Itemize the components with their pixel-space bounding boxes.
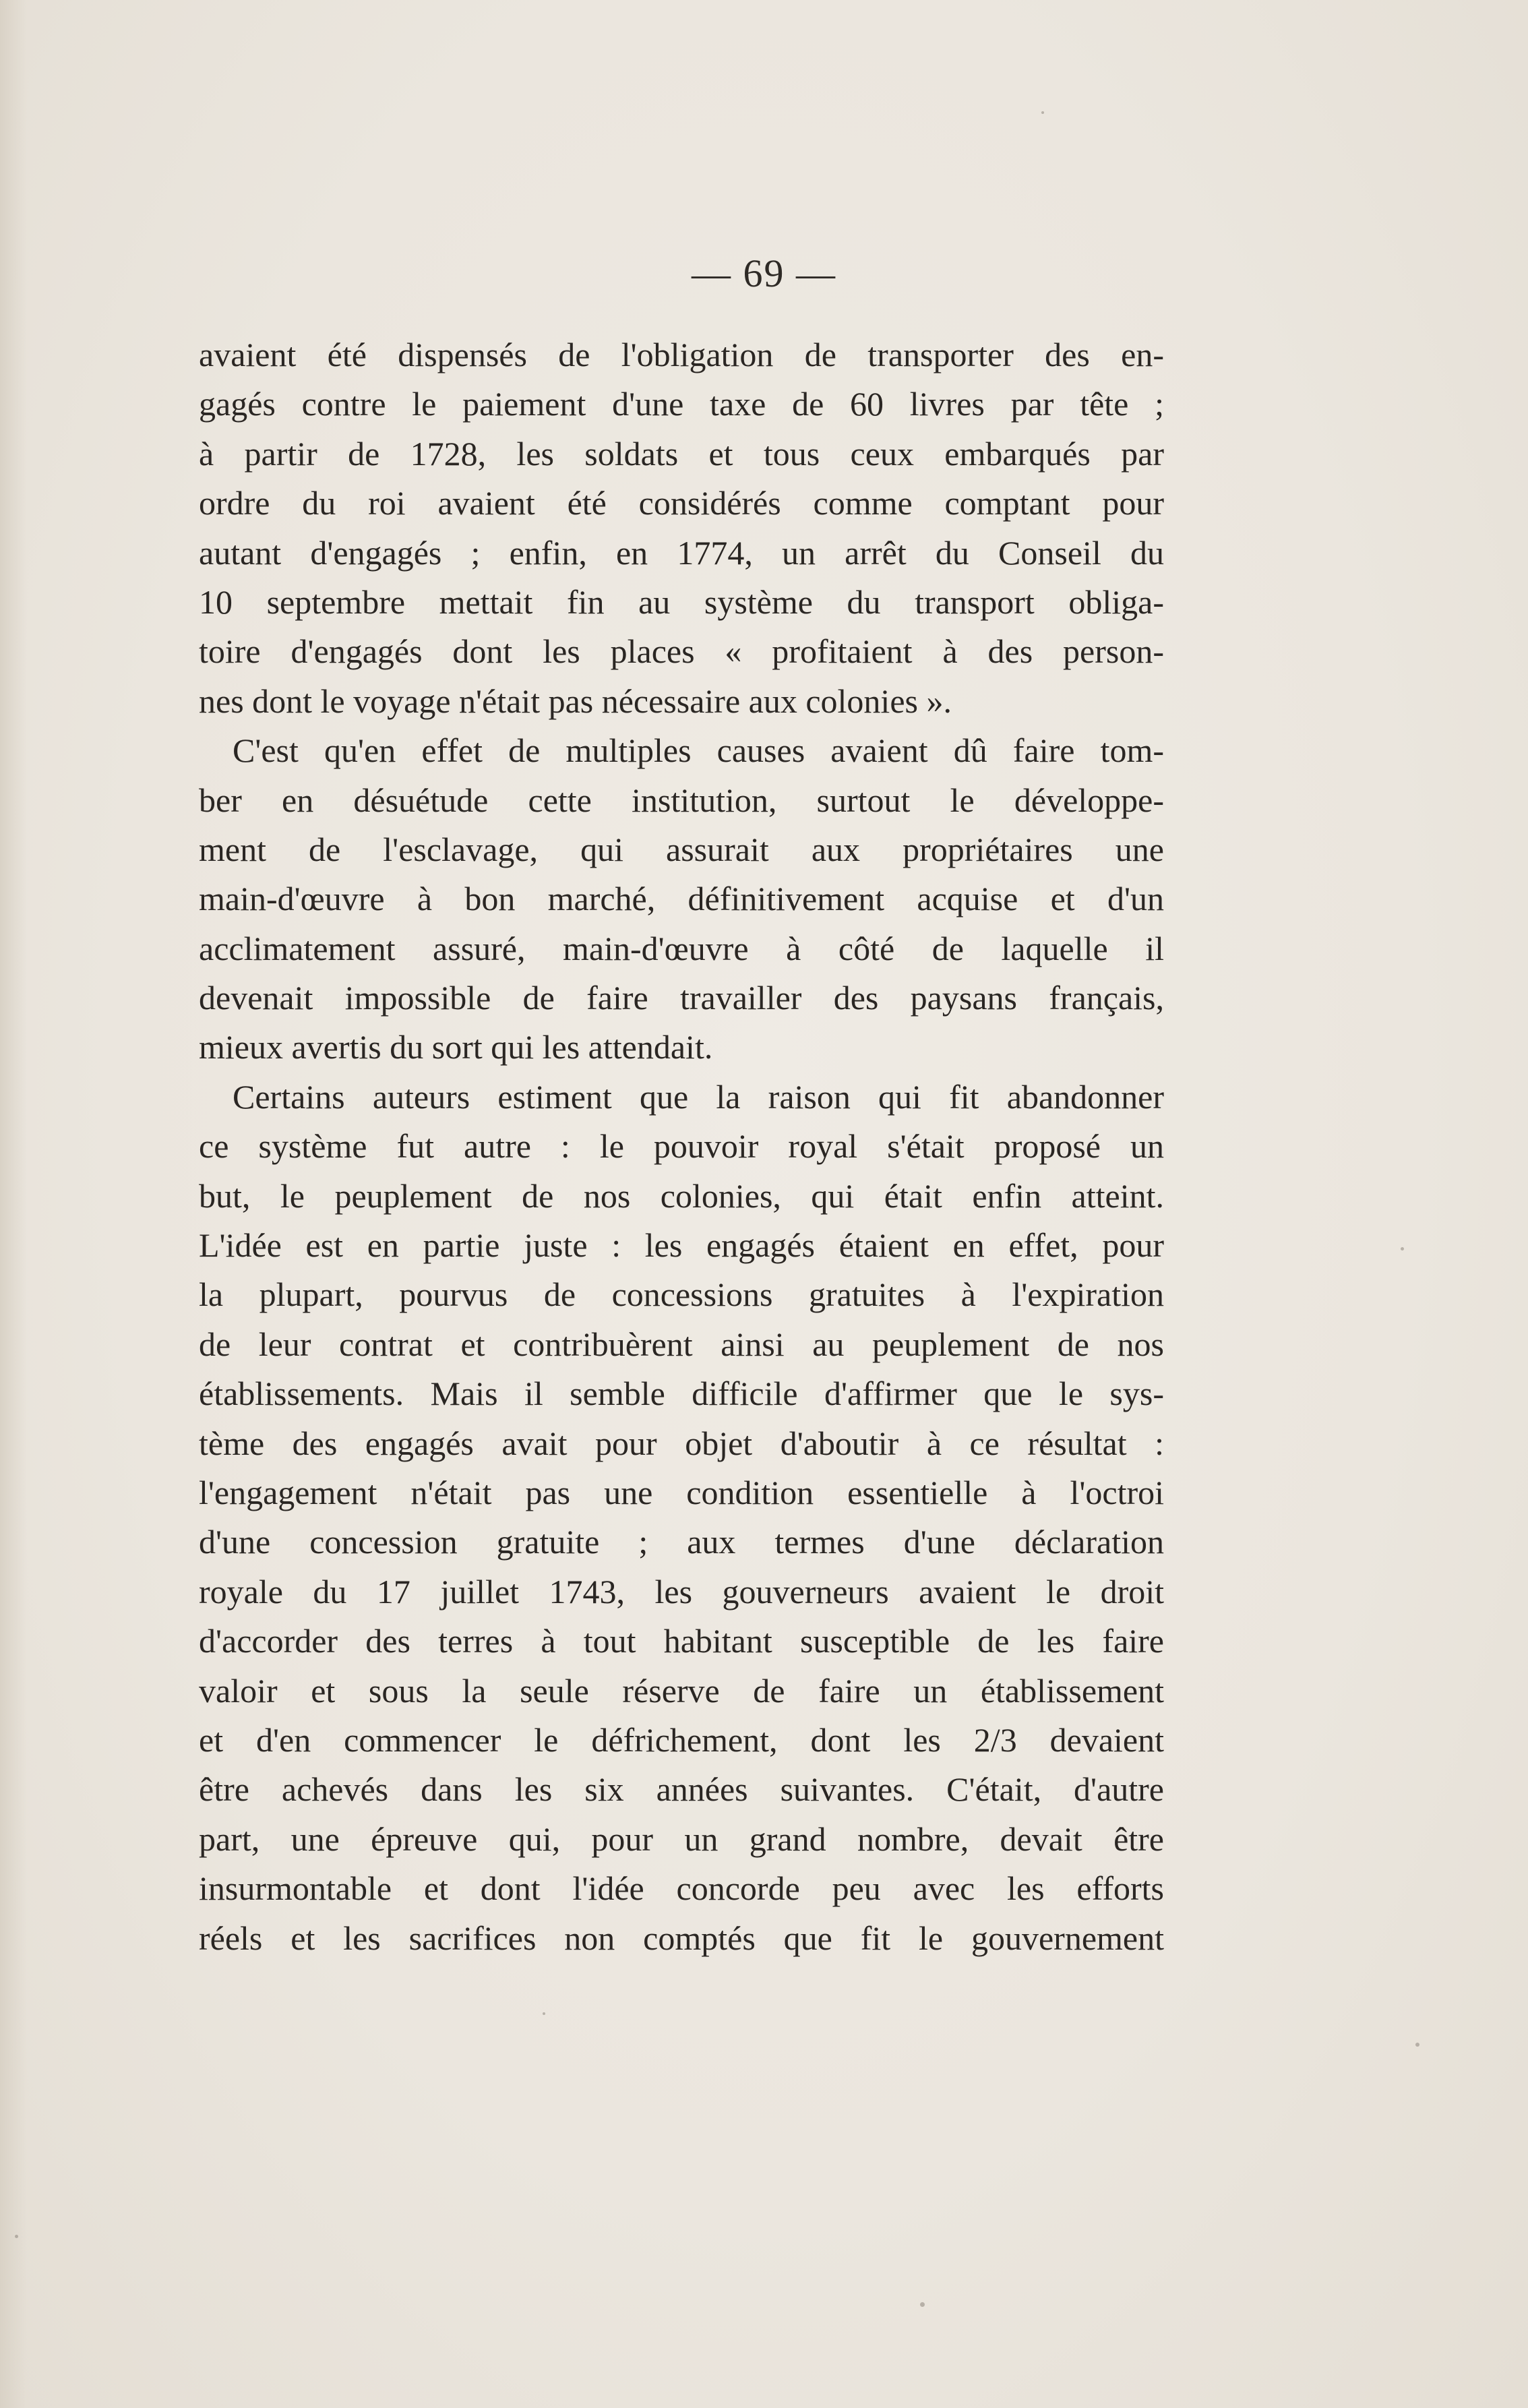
- text-line: 10 septembre mettait fin au système du transport obliga-: [199, 582, 1164, 621]
- text-line: L'idée est en partie juste : les engagés étaient en effet, pour: [199, 1226, 1164, 1265]
- text-line: but, le peuplement de nos colonies, qui était enfin atteint.: [199, 1176, 1164, 1215]
- text-line: établissements. Mais il semble difficile d'affirmer que le sys-: [199, 1375, 1164, 1413]
- text-line: l'engagement n'était pas une condition essentielle à l'octroi: [199, 1473, 1164, 1511]
- text-line: avaient été dispensés de l'obligation de transporter des en-: [199, 336, 1164, 373]
- text-line: à partir de 1728, les soldats et tous ceux embarqués par: [199, 434, 1164, 473]
- text-line: gagés contre le paiement d'une taxe de 60 livres par tête ;: [199, 385, 1164, 423]
- body-text: [199, 330, 1164, 1963]
- text-line: autant d'engagés ; enfin, en 1774, un arrêt du Conseil du: [199, 533, 1164, 572]
- paper-speck: [1041, 111, 1044, 114]
- text-line: et d'en commencer le défrichement, dont les 2/3 devaient: [199, 1720, 1164, 1759]
- paper-speck: [15, 2235, 18, 2238]
- text-line: toire d'engagés dont les places « profitaient à des person-: [199, 632, 1164, 671]
- paper-speck: [1415, 2043, 1419, 2047]
- text-line: réels et les sacrifices non comptés que fit le gouvernement: [199, 1919, 1164, 1957]
- paper-speck: [1401, 1247, 1404, 1251]
- text-line-paragraph-start: Certains auteurs estiment que la raison qui fit abandonner: [233, 1077, 1164, 1116]
- text-line-paragraph-start: C'est qu'en effet de multiples causes avaient dû faire tom-: [233, 731, 1164, 770]
- text-line: ce système fut autre : le pouvoir royal s'était proposé un: [199, 1127, 1164, 1166]
- text-line: tème des engagés avait pour objet d'aboutir à ce résultat :: [199, 1424, 1164, 1462]
- text-line: ordre du roi avaient été considérés comme comptant pour: [199, 484, 1164, 522]
- text-line: devenait impossible de faire travailler des paysans français,: [199, 979, 1164, 1017]
- text-line: d'une concession gratuite ; aux termes d'une déclaration: [199, 1523, 1164, 1561]
- page-number: — 69 —: [692, 251, 836, 295]
- text-line: d'accorder des terres à tout habitant susceptible de les faire: [199, 1622, 1164, 1660]
- text-line: insurmontable et dont l'idée concorde peu avec les efforts: [199, 1869, 1164, 1908]
- text-line: être achevés dans les six années suivantes. C'était, d'autre: [199, 1770, 1164, 1809]
- text-line: acclimatement assuré, main-d'œuvre à côté de laquelle il: [199, 929, 1164, 967]
- text-line: de leur contrat et contribuèrent ainsi au peuplement de nos: [199, 1325, 1164, 1363]
- paper-speck: [543, 2012, 545, 2015]
- text-line: part, une épreuve qui, pour un grand nombre, devait être: [199, 1819, 1164, 1858]
- text-line: nes dont le voyage n'était pas nécessaire aux colonies ».: [199, 682, 952, 720]
- text-line: mieux avertis du sort qui les attendait.: [199, 1028, 713, 1066]
- text-line: la plupart, pourvus de concessions gratuites à l'expiration: [199, 1275, 1164, 1314]
- text-line: royale du 17 juillet 1743, les gouverneurs avaient le droit: [199, 1572, 1164, 1611]
- paper-speck: [920, 2302, 925, 2307]
- text-line: ber en désuétude cette institution, surtout le développe-: [199, 781, 1164, 819]
- page-spine-shadow: [0, 0, 27, 2408]
- text-line: valoir et sous la seule réserve de faire un établissement: [199, 1671, 1164, 1710]
- text-line: ment de l'esclavage, qui assurait aux propriétaires une: [199, 830, 1164, 868]
- text-line: main-d'œuvre à bon marché, définitivement acquise et d'un: [199, 880, 1164, 918]
